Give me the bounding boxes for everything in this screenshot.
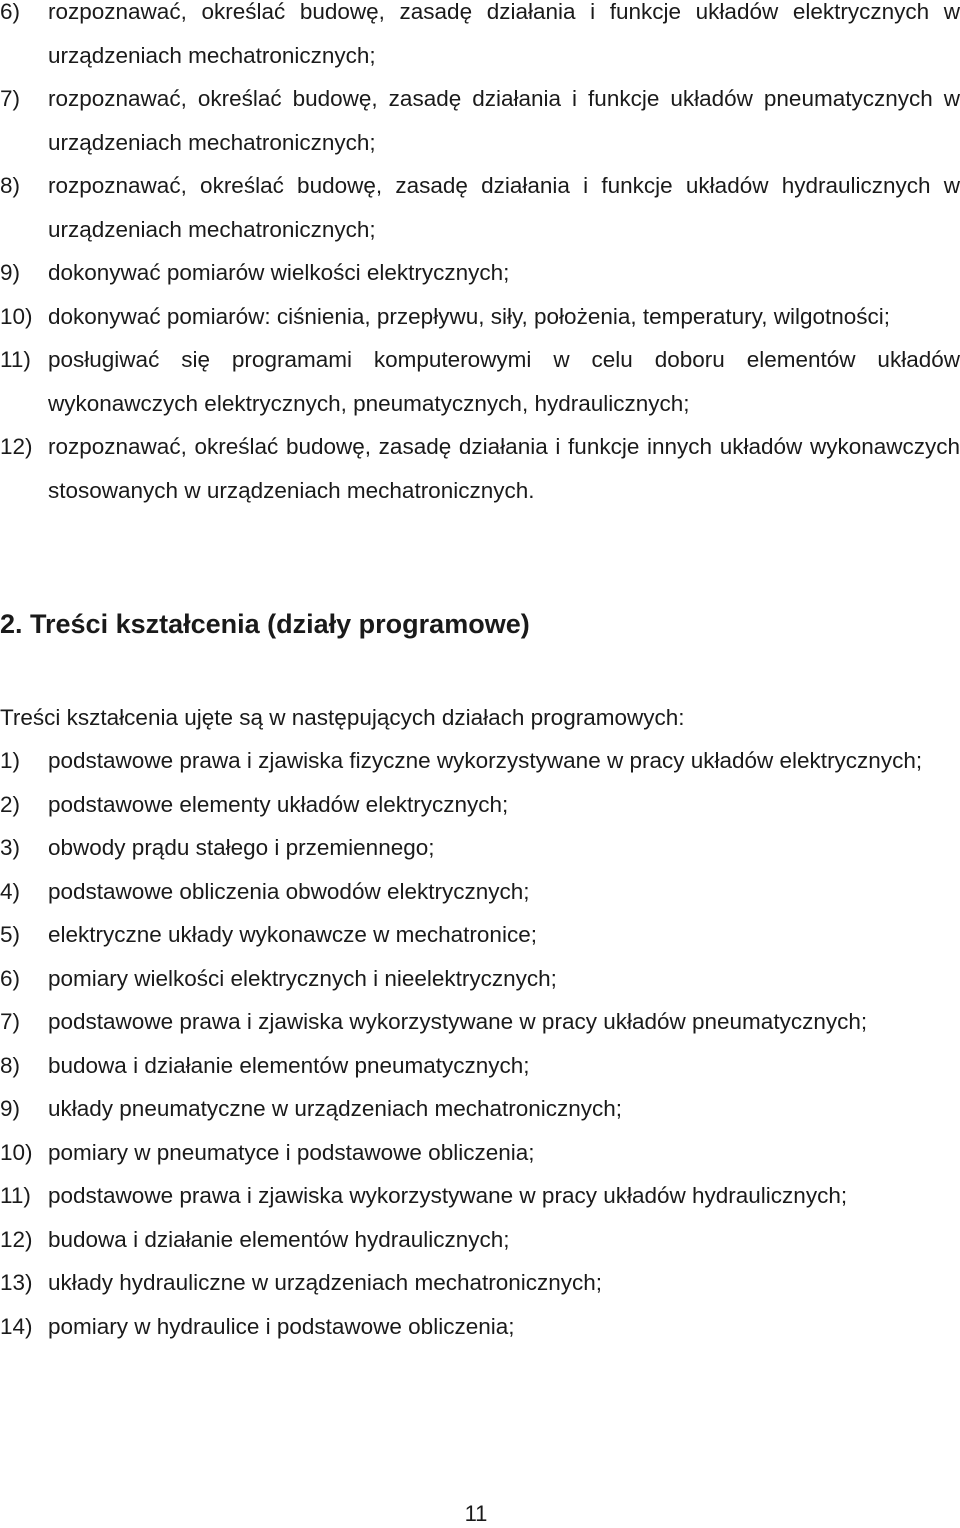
list-item bbox=[0, 826, 960, 870]
list-item-number: 12) bbox=[0, 1226, 33, 1252]
list-item bbox=[0, 913, 960, 957]
list-item-text: elektryczne układy wykonawcze w mechatronice; bbox=[48, 922, 537, 947]
list-item bbox=[0, 164, 960, 251]
list-item-number: 7) bbox=[0, 1009, 21, 1034]
list-item-number: 5) bbox=[0, 922, 21, 947]
list-item-text: podstawowe prawa i zjawiska fizyczne wykorzystywane w pracy układów elektrycznych; bbox=[48, 748, 923, 773]
list-item bbox=[0, 251, 960, 295]
list-item-number: 10) bbox=[0, 1139, 33, 1165]
list-item bbox=[0, 77, 960, 164]
list-item-text: układy pneumatyczne w urządzeniach mechatronicznych; bbox=[48, 1096, 623, 1121]
list-item-text: budowa i działanie elementów hydraulicznych; bbox=[48, 1226, 510, 1252]
list-item bbox=[0, 1261, 960, 1305]
list-item bbox=[0, 739, 960, 783]
list-item bbox=[0, 425, 960, 512]
list-item-text: dokonywać pomiarów wielkości elektrycznych; bbox=[48, 260, 510, 285]
program-sections-list bbox=[0, 739, 960, 1348]
list-item bbox=[0, 1174, 960, 1218]
list-item-text: posługiwać się programami komputerowymi w celu doboru elementów układów wykonawczych elektrycznych, pneumatycznych, hydraulicznych; bbox=[48, 347, 960, 416]
list-item-number: 1) bbox=[0, 748, 21, 773]
section-intro: Treści kształcenia ujęte są w następujących działach programowych: bbox=[0, 705, 685, 730]
list-item bbox=[0, 1087, 960, 1131]
list-item-text: podstawowe prawa i zjawiska wykorzystywane w pracy układów hydraulicznych; bbox=[48, 1183, 848, 1208]
section-heading: 2. Treści kształcenia (działy programowe) bbox=[0, 609, 530, 639]
list-item-number: 9) bbox=[0, 260, 21, 285]
list-item-text: podstawowe elementy układów elektrycznych; bbox=[48, 791, 509, 817]
list-item bbox=[0, 1131, 960, 1175]
list-item-text: rozpoznawać, określać budowę, zasadę działania i funkcje układów hydraulicznych w urządzeniach mechatronicznych; bbox=[48, 173, 960, 242]
list-item-text: podstawowe prawa i zjawiska wykorzystywane w pracy układów pneumatycznych; bbox=[48, 1009, 868, 1034]
list-item-text: budowa i działanie elementów pneumatycznych; bbox=[48, 1052, 530, 1078]
list-item-text: rozpoznawać, określać budowę, zasadę działania i funkcje układów pneumatycznych w urządzeniach mechatronicznych; bbox=[48, 86, 960, 155]
list-item bbox=[0, 957, 960, 1001]
list-item-text: dokonywać pomiarów: ciśnienia, przepływu, siły, położenia, temperatury, wilgotności; bbox=[48, 303, 891, 329]
list-item bbox=[0, 1044, 960, 1088]
list-item-number: 13) bbox=[0, 1270, 33, 1295]
list-item-number: 10) bbox=[0, 303, 33, 329]
list-item bbox=[0, 1305, 960, 1349]
list-item-number: 4) bbox=[0, 878, 21, 904]
list-item-text: pomiary wielkości elektrycznych i nieelektrycznych; bbox=[48, 965, 557, 991]
list-item-number: 7) bbox=[0, 86, 21, 111]
list-item-number: 8) bbox=[0, 1052, 21, 1078]
list-item-number: 9) bbox=[0, 1096, 21, 1121]
page-number: 11 bbox=[464, 1501, 488, 1526]
list-item-number: 6) bbox=[0, 965, 21, 991]
list-item-number: 12) bbox=[0, 434, 33, 459]
list-item-text: podstawowe obliczenia obwodów elektrycznych; bbox=[48, 878, 530, 904]
list-item bbox=[0, 870, 960, 914]
list-item bbox=[0, 338, 960, 425]
list-item-number: 6) bbox=[0, 0, 21, 24]
list-item bbox=[0, 1000, 960, 1044]
list-item-number: 11) bbox=[0, 347, 31, 372]
list-item-text: rozpoznawać, określać budowę, zasadę działania i funkcje innych układów wykonawczych stosowanych w urządzeniach mechatronicznych. bbox=[48, 434, 960, 503]
list-item-text: pomiary w hydraulice i podstawowe obliczenia; bbox=[48, 1313, 515, 1339]
list-item-number: 2) bbox=[0, 791, 21, 817]
list-item bbox=[0, 1218, 960, 1262]
list-item-number: 8) bbox=[0, 173, 21, 198]
list-item-text: pomiary w pneumatyce i podstawowe obliczenia; bbox=[48, 1139, 535, 1165]
learning-outcomes-list bbox=[0, 0, 960, 512]
list-item bbox=[0, 783, 960, 827]
list-item-number: 3) bbox=[0, 835, 21, 860]
list-item-number: 14) bbox=[0, 1313, 33, 1339]
list-item-text: układy hydrauliczne w urządzeniach mechatronicznych; bbox=[48, 1270, 603, 1295]
list-item bbox=[0, 0, 960, 77]
list-item-text: obwody prądu stałego i przemiennego; bbox=[48, 835, 435, 860]
list-item-text: rozpoznawać, określać budowę, zasadę działania i funkcje układów elektrycznych w urządzeniach mechatronicznych; bbox=[48, 0, 960, 68]
list-item-number: 11) bbox=[0, 1183, 31, 1208]
list-item bbox=[0, 295, 960, 339]
